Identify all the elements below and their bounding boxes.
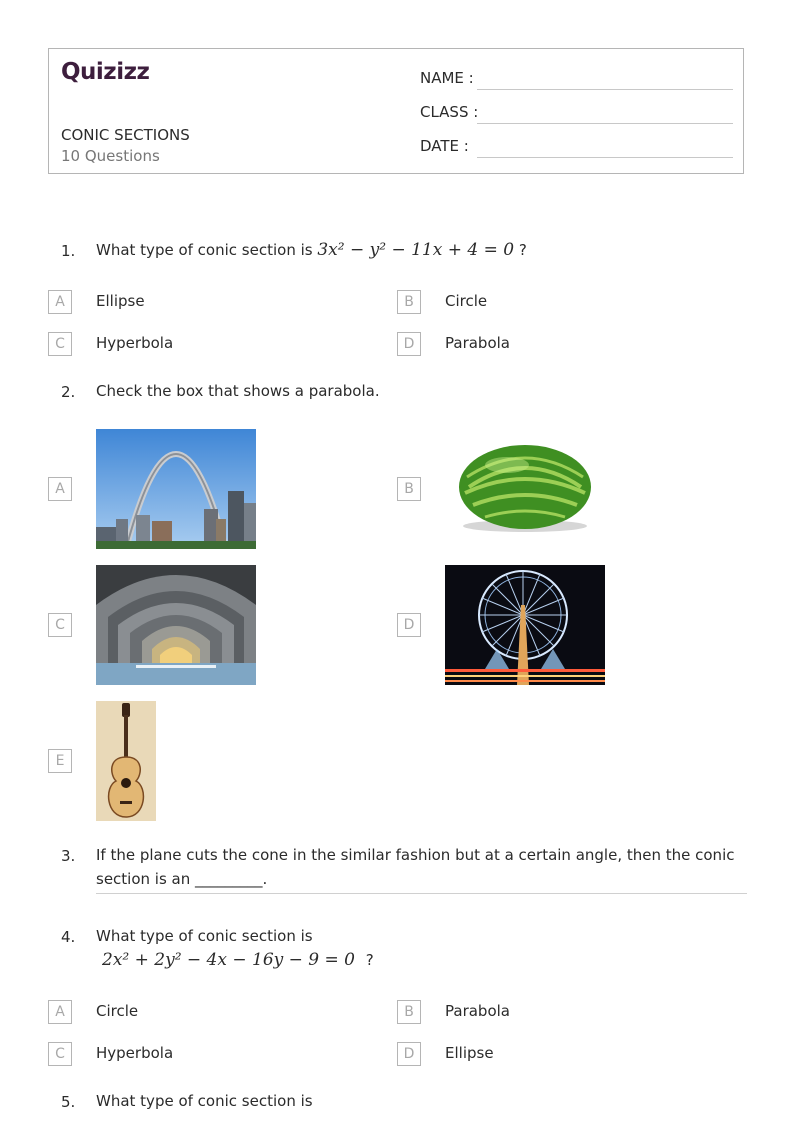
question-suffix: ? xyxy=(365,951,374,969)
question-text xyxy=(96,843,756,891)
equation: 3x² − y² − 11x + 4 = 0 xyxy=(317,240,515,260)
name-label: NAME : xyxy=(420,69,474,87)
gateway-arch-image xyxy=(96,429,256,549)
option-b-text: Parabola xyxy=(445,1002,510,1020)
quizizz-logo: Quizizz xyxy=(61,59,150,85)
question-text-line: section is an _________. xyxy=(96,870,268,888)
option-b-box[interactable]: B xyxy=(397,477,421,501)
name-field[interactable] xyxy=(477,89,733,90)
concrete-arches-image xyxy=(96,565,256,685)
option-d-text: Ellipse xyxy=(445,1044,494,1062)
option-a-box[interactable]: A xyxy=(48,290,72,314)
question-count: 10 Questions xyxy=(61,147,160,165)
option-a-text: Circle xyxy=(96,1002,139,1020)
question-text: Check the box that shows a parabola. xyxy=(96,382,380,400)
answer-line[interactable] xyxy=(96,893,747,894)
question-number: 3. xyxy=(61,847,76,865)
option-a-box[interactable]: A xyxy=(48,477,72,501)
option-c-text: Hyperbola xyxy=(96,1044,174,1062)
option-a-box[interactable]: A xyxy=(48,1000,72,1024)
option-b-box[interactable]: B xyxy=(397,290,421,314)
worksheet-title: CONIC SECTIONS xyxy=(61,126,190,144)
class-field[interactable] xyxy=(477,123,733,124)
question-suffix: ? xyxy=(518,241,527,259)
option-e-box[interactable]: E xyxy=(48,749,72,773)
option-a-text: Ellipse xyxy=(96,292,145,310)
option-c-box[interactable]: C xyxy=(48,332,72,356)
option-b-box[interactable]: B xyxy=(397,1000,421,1024)
question-number: 5. xyxy=(61,1093,76,1111)
question-text: What type of conic section is xyxy=(96,1092,313,1110)
option-d-text: Parabola xyxy=(445,334,510,352)
class-label: CLASS : xyxy=(420,103,479,121)
question-text-line: If the plane cuts the cone in the similar fashion but at a certain angle, then the conic xyxy=(96,846,735,864)
ferris-wheel-image xyxy=(445,565,605,685)
question-prompt: What type of conic section is xyxy=(96,927,313,945)
watermelon-image xyxy=(445,429,605,549)
guitar-image xyxy=(96,701,156,821)
question-prompt: What type of conic section is xyxy=(96,241,313,259)
option-c-box[interactable]: C xyxy=(48,1042,72,1066)
worksheet-header xyxy=(48,48,744,174)
equation: 2x² + 2y² − 4x − 16y − 9 = 0 xyxy=(102,950,355,970)
question-text xyxy=(96,924,374,972)
option-d-box[interactable]: D xyxy=(397,1042,421,1066)
option-c-text: Hyperbola xyxy=(96,334,174,352)
option-c-box[interactable]: C xyxy=(48,613,72,637)
question-number: 2. xyxy=(61,383,76,401)
question-text xyxy=(96,238,527,262)
option-b-text: Circle xyxy=(445,292,488,310)
date-label: DATE : xyxy=(420,137,469,155)
question-number: 4. xyxy=(61,928,76,946)
date-field[interactable] xyxy=(477,157,733,158)
option-d-box[interactable]: D xyxy=(397,332,421,356)
question-number: 1. xyxy=(61,242,76,260)
option-d-box[interactable]: D xyxy=(397,613,421,637)
